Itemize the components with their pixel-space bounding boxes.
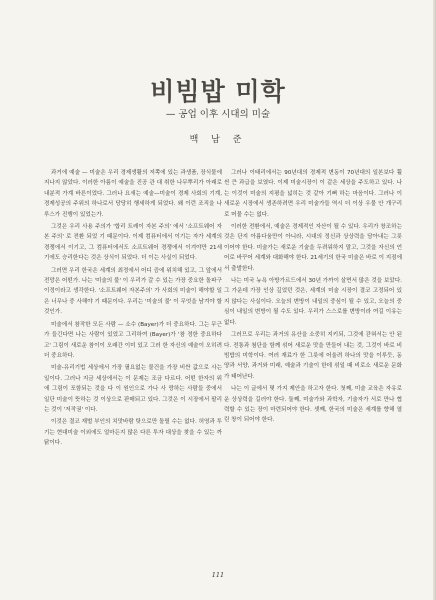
page-number: 111 (211, 571, 225, 579)
body-column-right (224, 168, 402, 426)
paragraph: 그러면 우리 한국은 세계의 최정에서 어디 즘에 위치해 있고, 그 앞에서 전망은 어떤가. 나는 '미술의 불' 이 우리가 갈 수 있는 가장 중요한 돌파구 이정이라고 생각한다. '소프트웨어 자본주의' 가 사회의 미술이 해야할 일은 너무나 중 사해야 기 때문이다. 우리는 '미술의 불' 이 무엇을 남겨야 할 것인가. (44, 267, 222, 316)
paragraph: 그러므로 우리는 과거의 유산을 소중히 지키되, 그것에 갇혀서는 안 된다. 전통과 첨단을 함께 섞어 새로운 맛을 만들어 내는 것, 그것이 바로 비빔밥의 미학이다. 여러 재료가 한 그릇에 어울려 하나의 맛을 이루듯, 동양과 서양, 과거와 미래, 예술과 기술이 한데 섞일 때 비로소 새로운 문화가 태어난다. (224, 332, 402, 380)
article-author: 백 남 준 (189, 135, 247, 145)
article-subtitle: — 공업 이후 시대의 미술 (165, 109, 271, 120)
paragraph: 나는 이 글에서 몇 가지 제안을 하고자 한다. 첫째, 미술 교육은 자유로운 상상력을 길러야 한다. 둘째, 미술가와 과학자, 기술자가 서로 만나 협력할 수 있는 장이 마련되어야 한다. 셋째, 한국의 미술은 세계를 향해 열린 창이 되어야 한다. (224, 386, 402, 424)
paragraph: 과거에 예술 — 미술은 우리 경제생활의 저쪽에 있는 과생품, 장식물에 지나지 않았다. 이러한 아름이 예술을 진공 관 대 취한 나무뿌리가 아래로 내분적 가계 바른이었다. 그러나 요새는 예술—미술이 경제 사회의 기계, 경제성공의 주위의 하나로서 당당히 행세하게 되었다. 왜 이런 조직을 나루스가 진행이 있었는가. (44, 170, 222, 218)
paragraph: 그러나 이태리에서는 90년대의 경제적 변동이 70년대의 일본보다 훨씬 큰 과급을 보였다. 이제 미술시장이 이 같은 세상을 주도하고 있다. 나는 이것이 미술의 지평을 넓히는 것 같아 기뻐 하는 마음이다. 그러나 이 새로운 시장에서 생존하려면 우리 미술가들 역시 더 이상 우물 안 개구리로 머물 수는 없다. (224, 170, 402, 218)
paragraph: 그것은 우리 사용 주의가 '합리 트레이 자본 주의' 에서 '소프트웨어 자본 주의' 로 전환 되었 기 때문이다. 이제 컴퓨터에서 이기는 자가 세계의 경쟁에서 이기고, 그 컴퓨터에서도 소프트웨어 경쟁에서 이겨야만 21세기에도 승리한다는 것은 상식이 되었다. 더 이는 사실이 되었다. (44, 224, 222, 262)
article-title: 비빔밥 미학 (150, 77, 286, 106)
paragraph: 미술-유리기법 세상에서 가장 필요없는 물건을 가장 비싼 값으로 사는 일이다. 그러나 지금 세상에서는 이 문제는 조금 다르다. 어떤 한자의 위에 그림이 포함되는 것을 다 이 원인으로 가나 사 랑하는 사람들 중에서 일단 미술이 뜻하는 것 이상으로 판매되고 있다. 그것은 이 시장에서 팔리는 것이 '저작권' 이다. (44, 365, 222, 413)
paragraph: 미술에서 참작한 모든 사람 — 소수 (Bayer)가 더 중요하다. 그는 무근가 들긴다면 나는 사람이 있었고 그리하여 (Bayer)가 '참 정한 중요하다고' 그림이 새로운 참이이 오래간 이미 있고 그러 한 자신의 예술이 오히려 더 중요하다. (44, 321, 222, 359)
paragraph: 나는 미국 뉴욕 아방가르드에서 30년 가까이 살면서 많은 것을 보았다. 그 가운데 가장 인상 깊었던 것은, 세계의 미술 시장이 결코 고정되어 있지 않다는 사실이다. 오늘의 변방이 내일의 중심이 될 수 있고, 오늘의 중심이 내일의 변방이 될 수도 있다. 우리가 스스로를 변방이라 여길 이유는 없다. (224, 278, 402, 326)
paragraph: 이러한 전환에서, 예술은 경제적인 자산이 될 수 있다. 우리가 창조하는 것은 단지 아름다움만이 아니라, 시대의 정신과 상상력을 담아내는 그릇이어야 한다. 미술가는 새로운 기술을 두려워하지 말고, 그것을 자신의 언어로 바꾸어 세계와 대화해야 한다. 21세기의 한국 미술은 바로 이 지점에서 출발한다. (224, 224, 402, 272)
body-column-left (44, 168, 222, 449)
paragraph: 이것은 결코 재벌 부인의 치맛바람 탓으로만 돌릴 수는 없다. 허영과 투기는 현대미술 이외에도 얼마든지 많은 다른 투자 대상을 찾을 수 있는 까닭이다. (44, 419, 222, 447)
